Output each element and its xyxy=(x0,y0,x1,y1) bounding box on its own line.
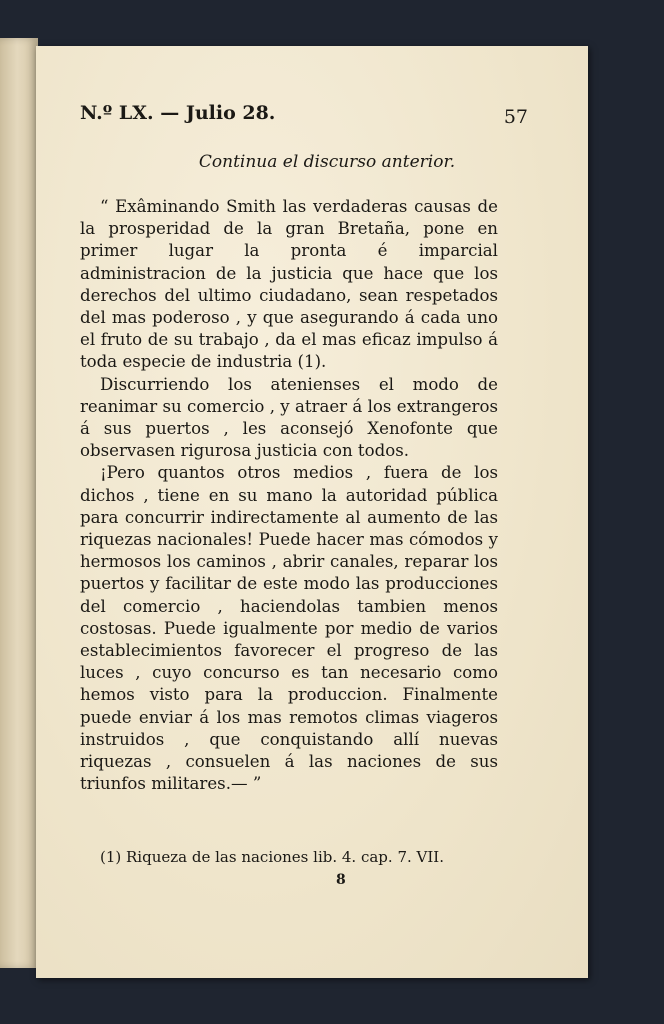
issue-date: N.º LX. — Julio 28. xyxy=(80,102,276,124)
section-subtitle: Continua el discurso anterior. xyxy=(198,152,456,172)
paragraph: Discurriendo los atenienses el modo de reanimar su comercio , y atraer á los extrangeros á sus puertos , les aconsejó Xenofonte que observasen rigurosa justicia con todos. xyxy=(80,374,498,461)
book-page xyxy=(36,46,588,978)
page-number: 57 xyxy=(503,106,528,128)
body-text xyxy=(80,196,498,795)
paragraph: ¡Pero quantos otros medios , fuera de los dichos , tiene en su mano la autoridad pública para concurrir indirectamente al aumento de las riquezas nacionales! Puede hacer mas cómodos y hermosos los caminos , abrir canales, reparar los puertos y facilitar de este modo las producciones del comercio , haciendolas tambien menos costosas. Puede igualmente por medio de varios establecimientos favorecer el progreso de las luces , cuyo concurso es tan necesario como hemos visto para la produccion. Finalmente puede enviar á los mas remotos climas viageros instruidos , que conquistando allí nuevas riquezas , consuelen á las naciones de sus triunfos militares.— ” xyxy=(80,463,498,794)
paragraph: “ Exâminando Smith las verdaderas causas de la prosperidad de la gran Bretaña, pone en primer lugar la pronta é imparcial administracion de la justicia que hace que los derechos del ultimo ciudadano, sean respetados del mas poderoso , y que asegurando á cada uno el fruto de su trabajo , da el mas eficaz impulso á toda especie de industria (1). xyxy=(80,197,498,372)
footnote: (1) Riqueza de las naciones lib. 4. cap. 7. VII. xyxy=(100,848,444,866)
page-header xyxy=(80,102,528,130)
adjacent-page-edge xyxy=(0,38,38,968)
signature-mark: 8 xyxy=(336,872,346,888)
